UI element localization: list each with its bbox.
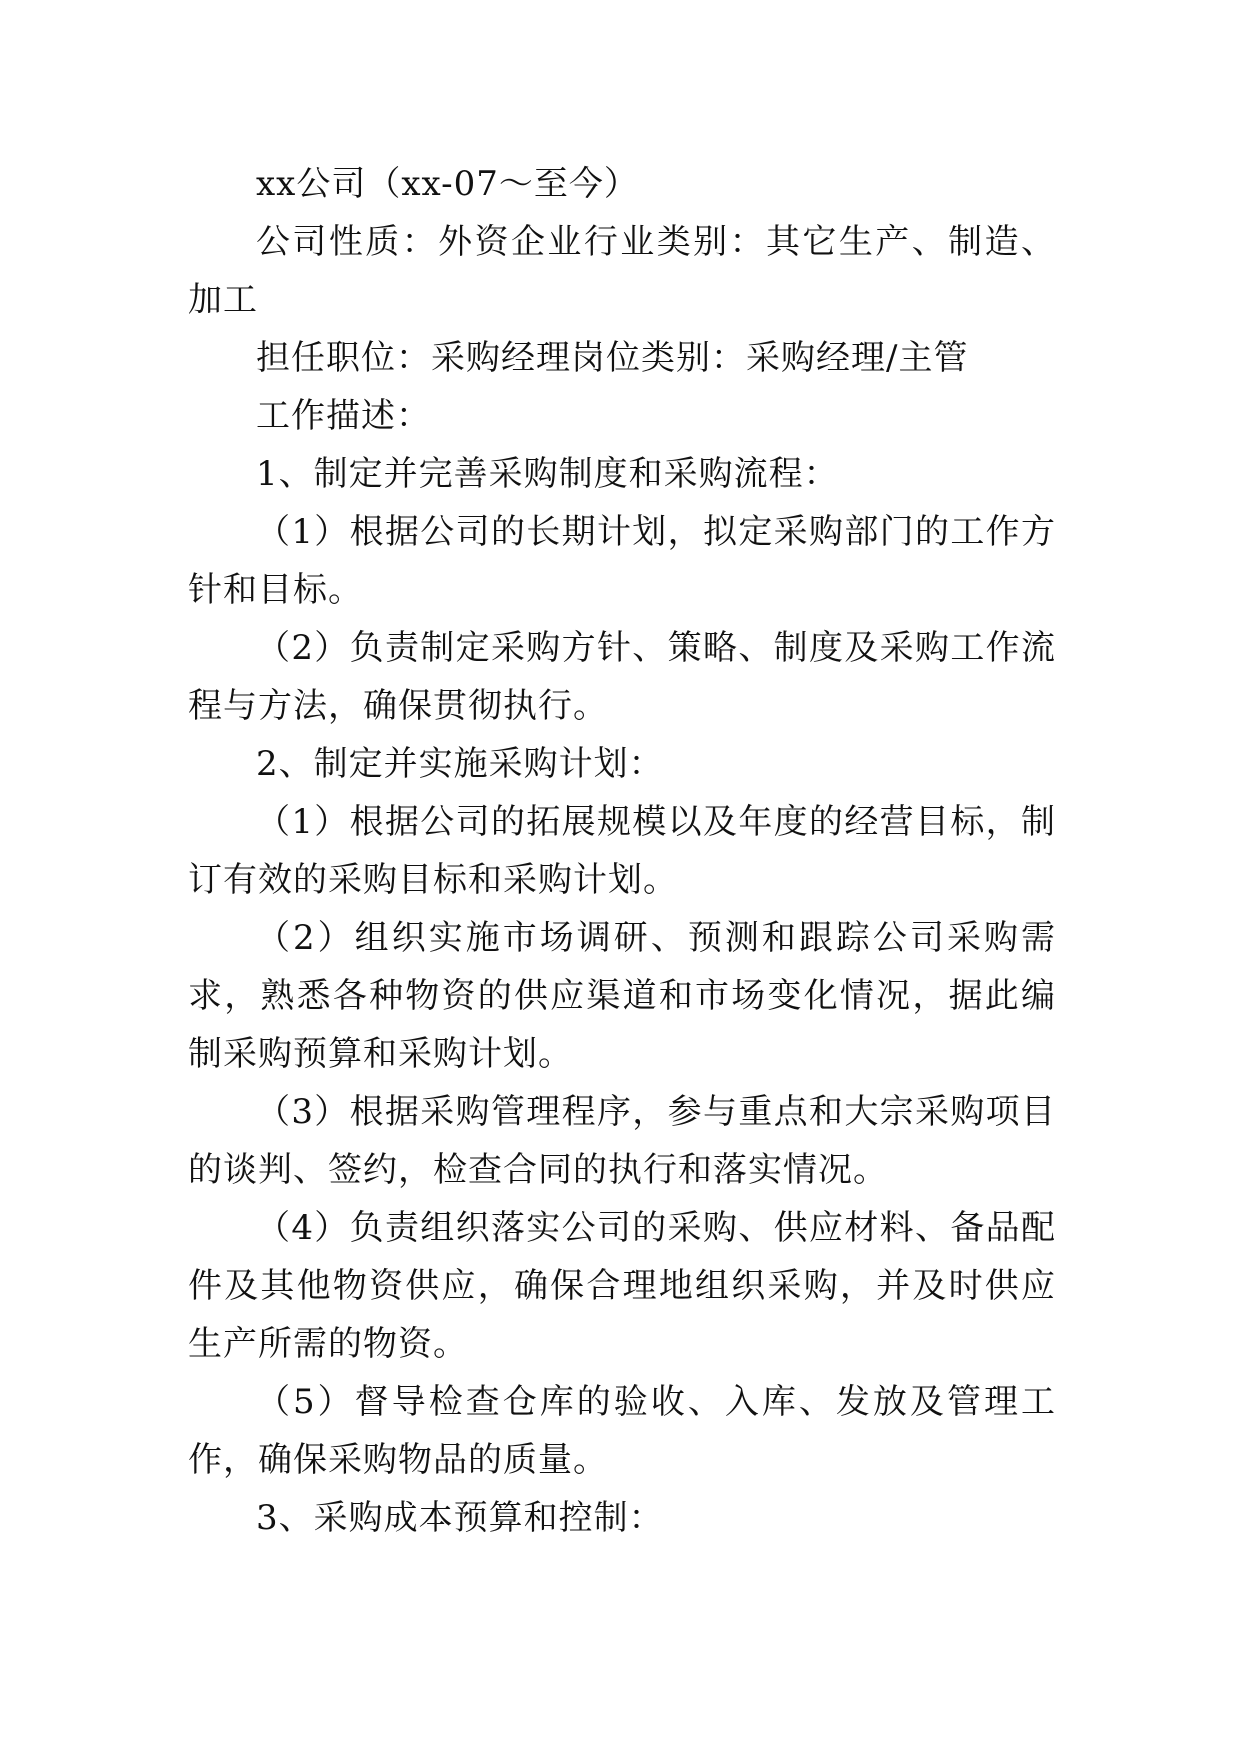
section-1-item-2: （2）负责制定采购方针、策略、制度及采购工作流程与方法，确保贯彻执行。 bbox=[188, 628, 1056, 726]
section-2-item-4: （4）负责组织落实公司的采购、供应材料、备品配件及其他物资供应，确保合理地组织采购，并及时供应生产所需的物资。 bbox=[188, 1208, 1056, 1364]
section-2-item-2: （2）组织实施市场调研、预测和跟踪公司采购需求，熟悉各种物资的供应渠道和市场变化情况，据此编制采购预算和采购计划。 bbox=[188, 918, 1056, 1074]
document-body bbox=[188, 155, 1056, 1547]
job-description-heading: 工作描述： bbox=[256, 396, 431, 436]
section-2-item-1: （1）根据公司的拓展规模以及年度的经营目标，制订有效的采购目标和采购计划。 bbox=[188, 802, 1056, 900]
section-1-item-1: （1）根据公司的长期计划，拟定采购部门的工作方针和目标。 bbox=[188, 512, 1056, 610]
section-2-item-5: （5）督导检查仓库的验收、入库、发放及管理工作，确保采购物品的质量。 bbox=[188, 1382, 1056, 1480]
section-1-heading: 1、制定并完善采购制度和采购流程： bbox=[256, 454, 839, 494]
position-info: 担任职位：采购经理岗位类别：采购经理/主管 bbox=[256, 338, 969, 378]
section-2-heading: 2、制定并实施采购计划： bbox=[256, 744, 664, 784]
section-3-heading: 3、采购成本预算和控制： bbox=[256, 1498, 664, 1538]
section-2-item-3: （3）根据采购管理程序，参与重点和大宗采购项目的谈判、签约，检查合同的执行和落实情况。 bbox=[188, 1092, 1056, 1190]
company-nature: 公司性质：外资企业行业类别：其它生产、制造、加工 bbox=[188, 222, 1056, 320]
company-heading: xx公司（xx-07～至今） bbox=[256, 164, 639, 204]
